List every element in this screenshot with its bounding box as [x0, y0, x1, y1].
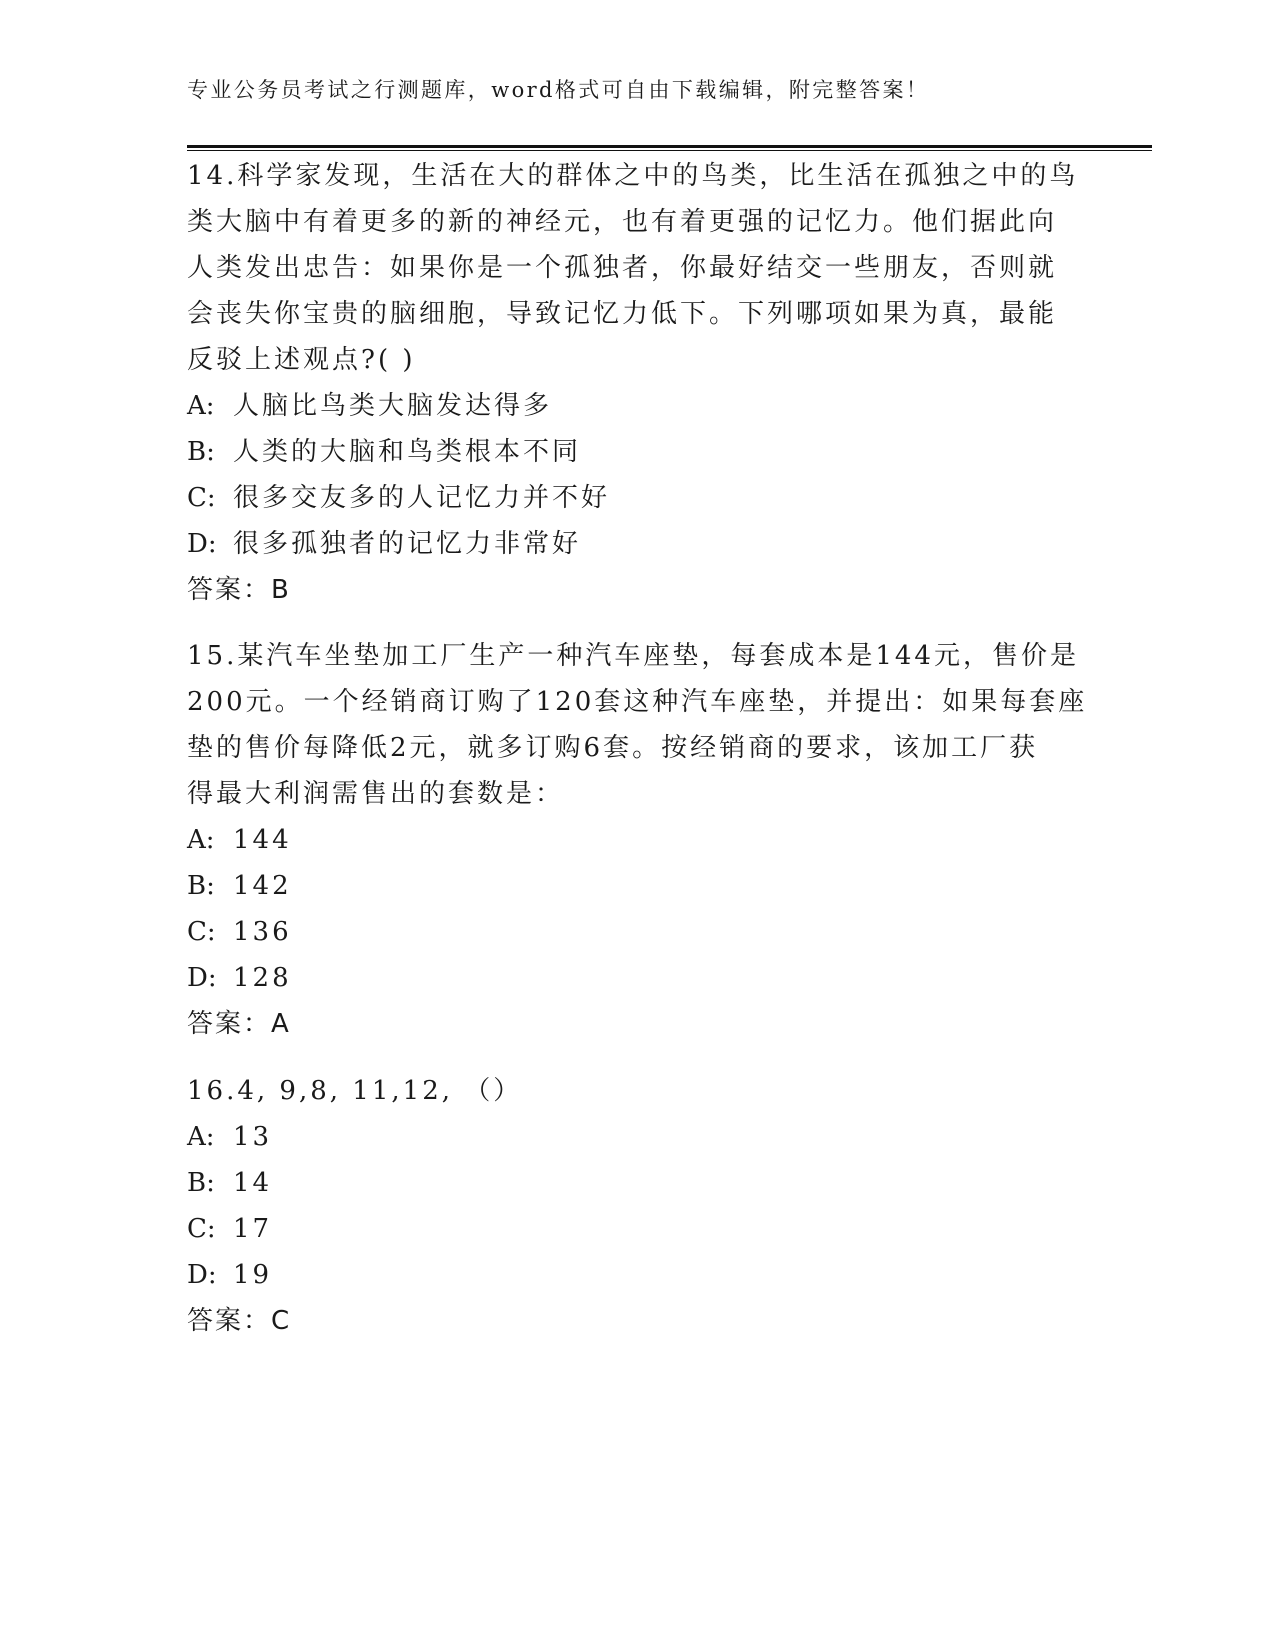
- question-15: [187, 633, 1087, 1047]
- answer-line: 答案：C: [187, 1306, 292, 1336]
- question-stem: [187, 153, 1087, 383]
- option-b: [187, 1160, 1087, 1206]
- option-a: [187, 1114, 1087, 1160]
- option-text: 很多交友多的人记忆力并不好: [233, 483, 611, 513]
- stem-line: 15.某汽车坐垫加工厂生产一种汽车座垫，每套成本是144元，售价是: [187, 641, 1079, 671]
- question-14: [187, 153, 1087, 613]
- option-letter: D:: [187, 963, 217, 993]
- answer-line: 答案：A: [187, 1009, 291, 1039]
- option-letter: D:: [187, 1260, 217, 1290]
- option-letter: A:: [187, 391, 215, 421]
- option-c: [187, 475, 1087, 521]
- option-text: 人类的大脑和鸟类根本不同: [233, 437, 582, 467]
- stem-line: 得最大利润需售出的套数是：: [187, 779, 565, 809]
- stem-line: 反驳上述观点?( ): [187, 345, 416, 375]
- option-text: 人脑比鸟类大脑发达得多: [233, 391, 553, 421]
- option-d: [187, 1252, 1087, 1298]
- option-text: 17: [233, 1214, 273, 1244]
- option-text: 很多孤独者的记忆力非常好: [233, 529, 582, 559]
- page-header: 专业公务员考试之行测题库，word格式可自由下载编辑，附完整答案！: [187, 78, 930, 102]
- stem-line: 垫的售价每降低2元，就多订购6套。按经销商的要求，该加工厂获: [187, 733, 1039, 763]
- header-rule-thick: [187, 145, 1152, 148]
- header-rule-thin: [187, 150, 1152, 151]
- stem-line: 16.4, 9,8, 11,12, （）: [187, 1076, 523, 1106]
- stem-line: 类大脑中有着更多的新的神经元，也有着更强的记忆力。他们据此向: [187, 207, 1058, 237]
- option-b: [187, 863, 1087, 909]
- option-text: 14: [233, 1168, 273, 1198]
- option-text: 142: [233, 871, 292, 901]
- option-letter: A:: [187, 1122, 215, 1152]
- option-c: [187, 909, 1087, 955]
- question-stem: [187, 633, 1087, 817]
- option-letter: B:: [187, 437, 215, 467]
- option-letter: A:: [187, 825, 215, 855]
- option-c: [187, 1206, 1087, 1252]
- question-stem: [187, 1068, 1087, 1114]
- option-a: [187, 383, 1087, 429]
- option-a: [187, 817, 1087, 863]
- option-text: 128: [233, 963, 292, 993]
- option-letter: C:: [187, 1214, 216, 1244]
- option-d: [187, 521, 1087, 567]
- option-letter: B:: [187, 871, 215, 901]
- option-b: [187, 429, 1087, 475]
- stem-line: 200元。一个经销商订购了120套这种汽车座垫，并提出：如果每套座: [187, 687, 1088, 717]
- option-letter: C:: [187, 483, 216, 513]
- option-letter: D:: [187, 529, 217, 559]
- stem-line: 14.科学家发现，生活在大的群体之中的鸟类，比生活在孤独之中的鸟: [187, 161, 1079, 191]
- question-16: [187, 1068, 1087, 1344]
- option-text: 13: [233, 1122, 273, 1152]
- stem-line: 会丧失你宝贵的脑细胞，导致记忆力低下。下列哪项如果为真，最能: [187, 299, 1058, 329]
- option-text: 19: [233, 1260, 273, 1290]
- option-letter: C:: [187, 917, 216, 947]
- option-letter: B:: [187, 1168, 215, 1198]
- option-d: [187, 955, 1087, 1001]
- stem-line: 人类发出忠告：如果你是一个孤独者，你最好结交一些朋友，否则就: [187, 253, 1058, 283]
- option-text: 136: [233, 917, 292, 947]
- answer-line: 答案：B: [187, 575, 291, 605]
- option-text: 144: [233, 825, 292, 855]
